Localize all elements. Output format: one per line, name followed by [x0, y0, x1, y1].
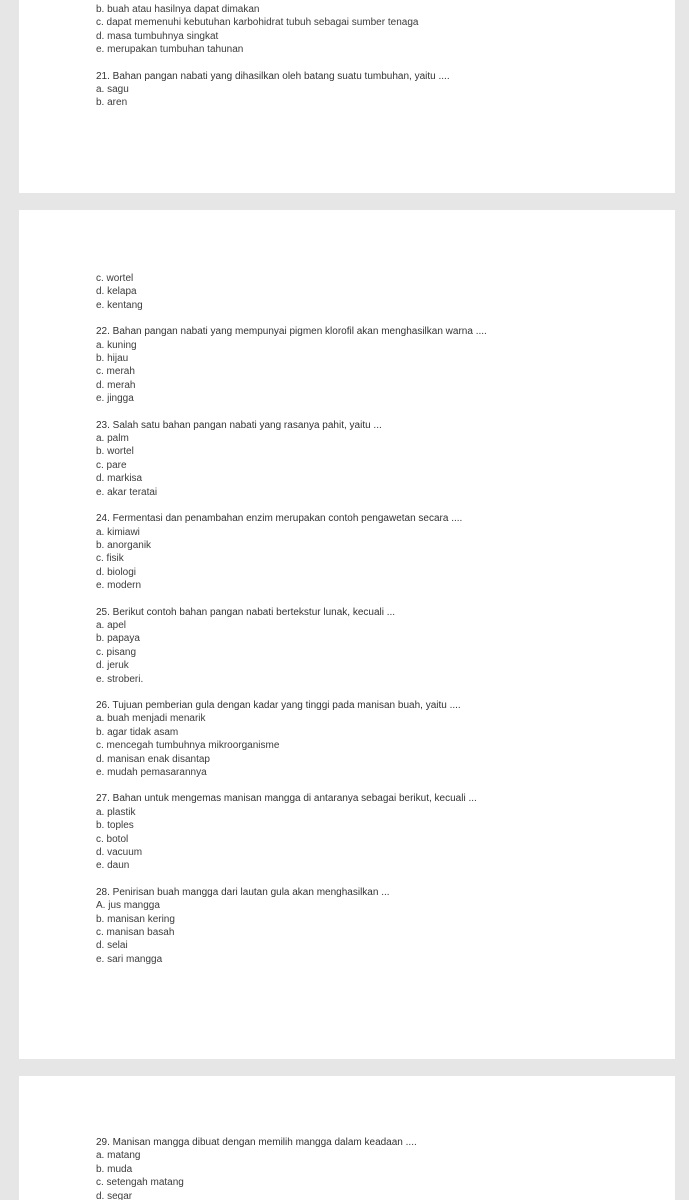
answer-option: d. selai	[96, 940, 128, 952]
answer-option: e. daun	[96, 860, 130, 872]
answer-option: d. manisan enak disantap	[96, 753, 210, 765]
answer-option: e. modern	[96, 580, 142, 592]
answer-option: c. manisan basah	[96, 927, 175, 939]
question-text: 24. Fermentasi dan penambahan enzim merupakan contoh pengawetan secara ....	[96, 513, 463, 525]
answer-option: d. markisa	[96, 473, 143, 485]
question-block	[96, 699, 675, 779]
answer-option: a. buah menjadi menarik	[96, 713, 206, 725]
answer-option: e. sari mangga	[96, 953, 163, 965]
answer-option: d. merah	[96, 379, 136, 391]
question-text: 22. Bahan pangan nabati yang mempunyai pigmen klorofil akan menghasilkan warna ....	[96, 326, 487, 338]
answer-option: d. biologi	[96, 566, 137, 578]
answer-option: c. fisik	[96, 553, 124, 565]
question-block	[96, 792, 675, 872]
answer-option: e. kentang	[96, 299, 143, 311]
answer-option: c. wortel	[96, 273, 134, 284]
answer-option: c. pare	[96, 459, 127, 471]
answer-option: a. plastik	[96, 806, 136, 818]
answer-option: b. anorganik	[96, 539, 152, 551]
answer-option: e. jingga	[96, 393, 134, 405]
answer-option: b. manisan kering	[96, 913, 175, 925]
answer-option: b. papaya	[96, 633, 140, 645]
question-block	[96, 272, 675, 312]
question-block	[96, 512, 675, 592]
answer-option: c. pisang	[96, 646, 137, 658]
answer-option: b. toples	[96, 820, 134, 832]
answer-option: e. akar teratai	[96, 486, 158, 498]
answer-option: a. sagu	[96, 84, 129, 96]
answer-option: b. buah atau hasilnya dapat dimakan	[96, 4, 260, 15]
answer-option: b. hijau	[96, 353, 129, 365]
answer-option: d. segar	[96, 1190, 133, 1200]
answer-option: e. mudah pemasarannya	[96, 767, 207, 778]
question-text: 29. Manisan mangga dibuat dengan memilih mangga dalam keadaan ....	[96, 1137, 417, 1148]
answer-option: d. kelapa	[96, 286, 137, 298]
answer-option: d. vacuum	[96, 847, 143, 859]
answer-option: b. muda	[96, 1163, 133, 1175]
question-text: 28. Penirisan buah mangga dari lautan gula akan menghasilkan ...	[96, 886, 390, 898]
answer-option: c. botol	[96, 833, 129, 845]
answer-option: c. dapat memenuhi kebutuhan karbohidrat tubuh sebagai sumber tenaga	[96, 17, 419, 29]
document-page-1	[19, 0, 675, 193]
question-text: 23. Salah satu bahan pangan nabati yang rasanya pahit, yaitu ...	[96, 419, 382, 431]
document-page-2	[19, 210, 675, 1059]
question-text: 27. Bahan untuk mengemas manisan mangga di antaranya sebagai berikut, kecuali ...	[96, 793, 477, 805]
question-block	[96, 70, 675, 110]
answer-option: e. stroberi.	[96, 673, 144, 685]
question-text: 25. Berikut contoh bahan pangan nabati bertekstur lunak, kecuali ...	[96, 606, 396, 618]
answer-option: a. matang	[96, 1150, 141, 1162]
document-page-3	[19, 1076, 675, 1200]
answer-option: b. agar tidak asam	[96, 726, 179, 738]
question-block	[96, 606, 675, 686]
answer-option: e. merupakan tumbuhan tahunan	[96, 44, 244, 56]
answer-option: d. jeruk	[96, 660, 129, 672]
question-text: 26. Tujuan pemberian gula dengan kadar yang tinggi pada manisan buah, yaitu ....	[96, 699, 461, 711]
question-block	[96, 325, 675, 405]
answer-option: a. kimiawi	[96, 526, 140, 538]
answer-option: c. merah	[96, 366, 135, 378]
question-block	[96, 419, 675, 499]
answer-option: c. mencegah tumbuhnya mikroorganisme	[96, 740, 280, 752]
answer-option: b. wortel	[96, 446, 134, 458]
question-block	[96, 1136, 675, 1200]
question-block	[96, 3, 675, 57]
answer-option: a. apel	[96, 619, 127, 631]
answer-option: b. aren	[96, 97, 128, 109]
question-text: 21. Bahan pangan nabati yang dihasilkan oleh batang suatu tumbuhan, yaitu ....	[96, 70, 450, 82]
answer-option: a. palm	[96, 433, 129, 445]
answer-option: d. masa tumbuhnya singkat	[96, 30, 219, 42]
question-block	[96, 886, 675, 966]
answer-option: c. setengah matang	[96, 1177, 184, 1189]
answer-option: a. kuning	[96, 339, 137, 351]
answer-option: A. jus mangga	[96, 900, 160, 912]
